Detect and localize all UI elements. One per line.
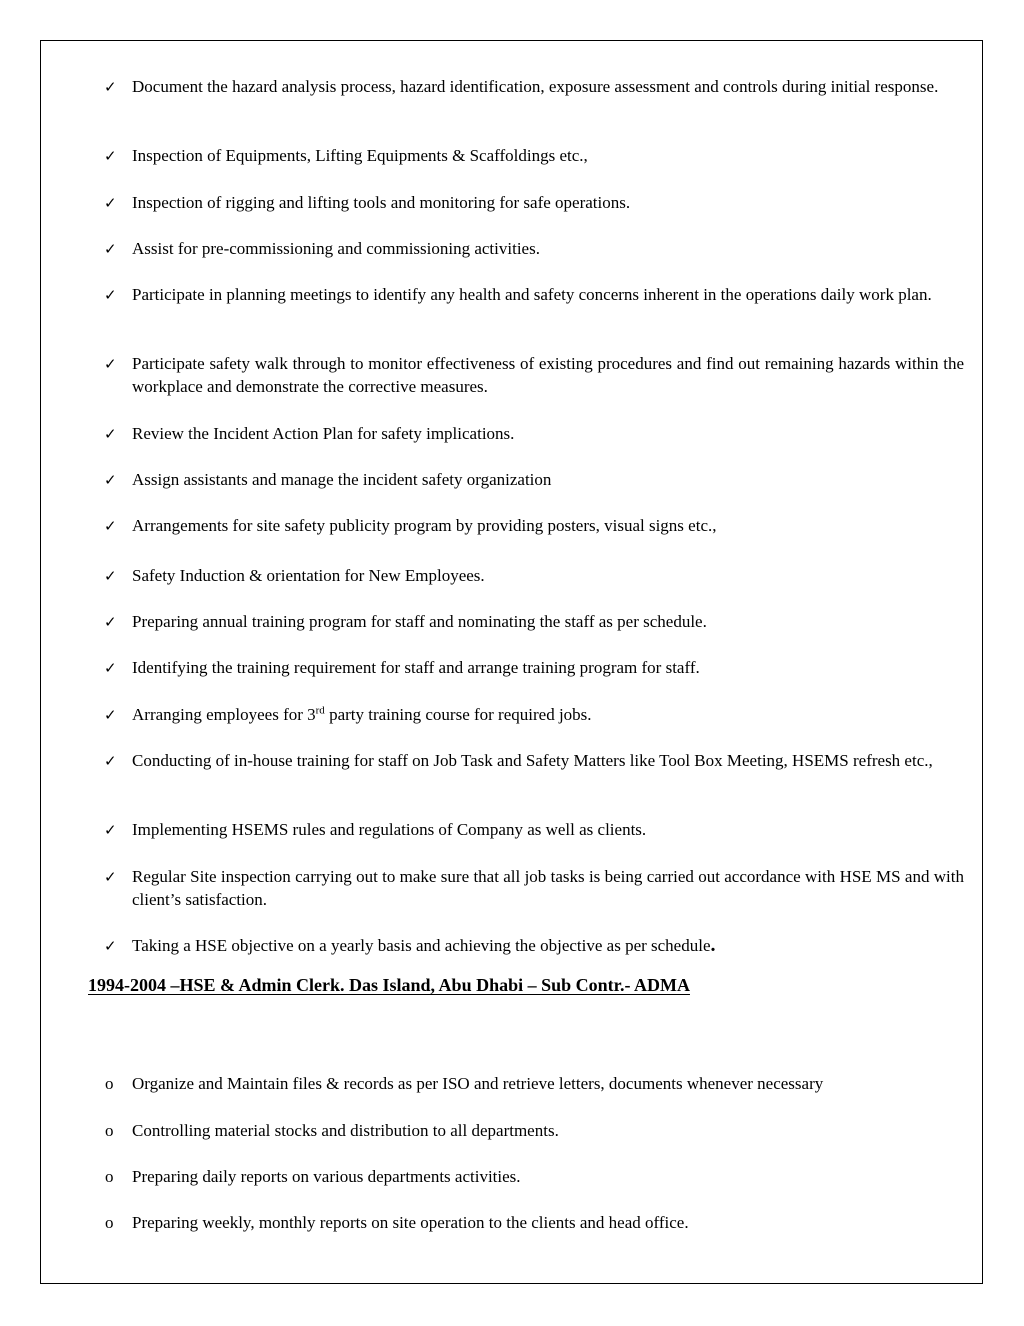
check-mark-icon: ✓ [104,471,117,489]
list-item [104,565,964,588]
list-item [104,192,964,215]
check-mark-icon: ✓ [104,868,117,886]
list-item-text: Document the hazard analysis process, hazard identification, exposure assessment and controls during initial response. [132,77,939,96]
check-mark-icon: ✓ [104,355,117,373]
list-item [104,611,964,634]
list-item-text: Assign assistants and manage the incident safety organization [132,470,552,489]
list-item-text: Assist for pre-commissioning and commissioning activities. [132,239,540,258]
list-item [104,145,964,168]
list-item-text: Identifying the training requirement for staff and arrange training program for staff. [132,658,700,677]
list-item [104,76,964,99]
objective-text: Taking a HSE objective on a yearly basis and achieving the objective as per schedule [132,936,711,955]
list-item [104,469,964,492]
list-item [104,1212,964,1235]
list-item [104,866,964,911]
third-party-text-end: party training course for required jobs. [324,705,592,724]
list-item-text: Regular Site inspection carrying out to make sure that all job tasks is being carried out accordance with HSE MS and with client’s satisfaction. [132,867,964,909]
list-item-text: Organize and Maintain files & records as per ISO and retrieve letters, documents whenever necessary [132,1074,824,1093]
check-mark-icon: ✓ [104,659,117,677]
section-heading: 1994-2004 –HSE & Admin Clerk. Das Island, Abu Dhabi – Sub Contr.- ADMA [88,975,690,995]
list-item [104,1166,964,1189]
check-mark-icon: ✓ [104,240,117,258]
check-mark-icon: ✓ [104,613,117,631]
list-item-text: Inspection of rigging and lifting tools and monitoring for safe operations. [132,193,631,212]
bold-period: . [710,934,716,956]
circle-bullet-icon: o [105,1121,114,1140]
list-item-text: Preparing annual training program for staff and nominating the staff as per schedule. [132,612,707,631]
third-party-text-start: Arranging employees for 3 [132,705,316,724]
ordinal-suffix: rd [315,704,325,717]
check-mark-icon: ✓ [104,78,117,96]
check-mark-icon: ✓ [104,194,117,212]
list-item [104,750,964,773]
check-mark-icon: ✓ [104,567,117,585]
check-mark-icon: ✓ [104,517,117,535]
check-mark-icon: ✓ [104,821,117,839]
circle-bullet-icon: o [105,1213,114,1232]
list-item [104,284,964,307]
list-item [104,1120,964,1143]
check-mark-icon: ✓ [104,147,117,165]
circle-bullet-icon: o [105,1167,114,1186]
list-item-text: Implementing HSEMS rules and regulations of Company as well as clients. [132,820,647,839]
list-item [104,1073,964,1096]
check-mark-icon: ✓ [104,286,117,304]
list-item-text: Preparing daily reports on various departments activities. [132,1167,521,1186]
list-item-text: Review the Incident Action Plan for safety implications. [132,424,515,443]
list-item [104,353,964,398]
list-item-text: Conducting of in-house training for staff on Job Task and Safety Matters like Tool Box Meeting, HSEMS refresh etc., [132,751,933,770]
list-item-text [132,935,964,958]
check-mark-icon: ✓ [104,706,117,724]
list-item [104,238,964,261]
circle-bullet-icon: o [105,1074,114,1093]
list-item-text: Participate safety walk through to monitor effectiveness of existing procedures and find out remaining hazards within the workplace and demonstrate the corrective measures. [132,354,964,396]
list-item [104,657,964,680]
list-item-text: Preparing weekly, monthly reports on site operation to the clients and head office. [132,1213,689,1232]
list-item-text: Arrangements for site safety publicity program by providing posters, visual signs etc., [132,516,717,535]
list-item [104,704,964,727]
list-item-text: Controlling material stocks and distribution to all departments. [132,1121,559,1140]
list-item-text: Participate in planning meetings to identify any health and safety concerns inherent in the operations daily work plan. [132,285,932,304]
list-item-text: Safety Induction & orientation for New Employees. [132,566,485,585]
list-item [104,515,964,538]
list-item [104,819,964,842]
check-mark-icon: ✓ [104,937,117,955]
list-item-text: Inspection of Equipments, Lifting Equipments & Scaffoldings etc., [132,146,588,165]
check-mark-icon: ✓ [104,425,117,443]
list-item-text [132,704,964,727]
list-item [104,935,964,958]
list-item [104,423,964,446]
check-mark-icon: ✓ [104,752,117,770]
